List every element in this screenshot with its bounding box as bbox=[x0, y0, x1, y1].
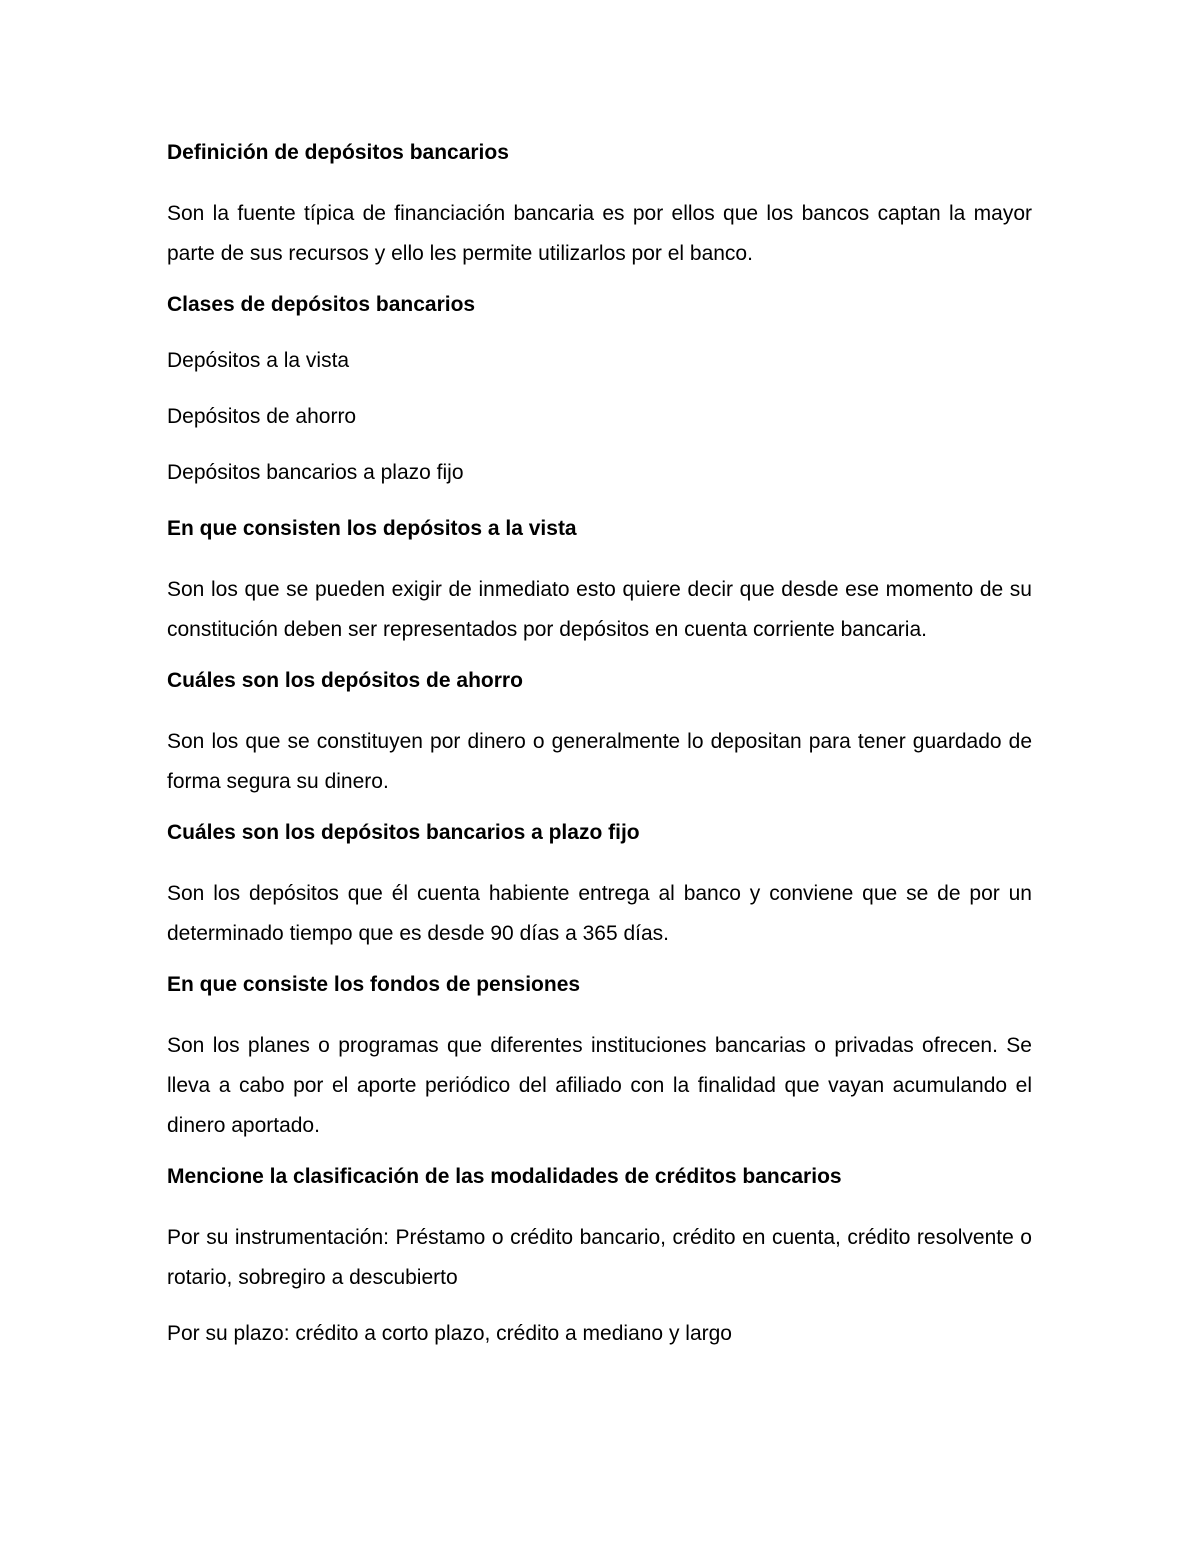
paragraph-definicion: Son la fuente típica de financiación bancaria es por ellos que los bancos captan la mayor parte de sus recursos y ello les permite utilizarlos por el banco. bbox=[167, 202, 1032, 265]
paragraph-pensiones: Son los planes o programas que diferentes instituciones bancarias o privadas ofrecen. Se lleva a cabo por el aporte periódico del afiliado con la finalidad que vayan acumulando el dinero aportado. bbox=[167, 1034, 1032, 1137]
list-item: Depósitos a la vista bbox=[167, 349, 350, 372]
paragraph-instrumentacion: Por su instrumentación: Préstamo o crédito bancario, crédito en cuenta, crédito resolvente o rotario, sobregiro a descubierto bbox=[167, 1226, 1032, 1289]
list-item: Depósitos bancarios a plazo fijo bbox=[167, 461, 464, 484]
heading-vista: En que consisten los depósitos a la vista bbox=[167, 517, 577, 540]
heading-definicion: Definición de depósitos bancarios bbox=[167, 141, 509, 164]
heading-plazo-fijo: Cuáles son los depósitos bancarios a plazo fijo bbox=[167, 821, 640, 844]
paragraph-plazo-fijo: Son los depósitos que él cuenta habiente entrega al banco y conviene que se de por un determinado tiempo que es desde 90 días a 365 días. bbox=[167, 882, 1032, 945]
paragraph-plazo: Por su plazo: crédito a corto plazo, crédito a mediano y largo bbox=[167, 1322, 732, 1345]
heading-ahorro: Cuáles son los depósitos de ahorro bbox=[167, 669, 523, 692]
heading-pensiones: En que consiste los fondos de pensiones bbox=[167, 973, 581, 996]
heading-creditos: Mencione la clasificación de las modalidades de créditos bancarios bbox=[167, 1165, 842, 1188]
heading-clases: Clases de depósitos bancarios bbox=[167, 293, 476, 316]
document-content bbox=[167, 138, 1032, 1370]
list-item: Depósitos de ahorro bbox=[167, 405, 357, 428]
paragraph-vista: Son los que se pueden exigir de inmediato esto quiere decir que desde ese momento de su constitución deben ser representados por depósitos en cuenta corriente bancaria. bbox=[167, 578, 1032, 641]
paragraph-ahorro: Son los que se constituyen por dinero o generalmente lo depositan para tener guardado de forma segura su dinero. bbox=[167, 730, 1032, 793]
